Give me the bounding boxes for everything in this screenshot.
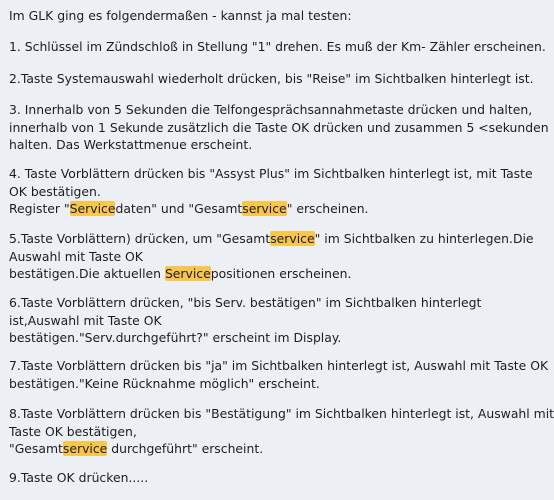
step-7-line-2: bestätigen."Keine Rücknahme möglich" erscheint.	[9, 375, 320, 391]
intro-text: Im GLK ging es folgendermaßen - kannst ja mal testen:	[9, 8, 352, 23]
step-5	[9, 230, 534, 283]
step-5-line-1b: " im Sichtbalken zu hinterlegen.Die	[314, 231, 534, 246]
step-5-line-2: Auswahl mit Taste OK	[9, 248, 143, 264]
search-highlight: service	[270, 231, 315, 246]
step-3-line-2: innerhalb von 1 Sekunde zusätzlich die Taste OK drücken und zusammen 5 <sekunden	[9, 119, 549, 135]
step-9: 9.Taste OK drücken.....	[9, 470, 149, 485]
step-8-line-3b: durchgeführt" erscheint.	[107, 441, 264, 457]
search-highlight: Service	[69, 201, 116, 217]
step-5-line-1a: 5.Taste Vorblättern) drücken, um "Gesamt	[9, 231, 271, 246]
step-7	[9, 357, 549, 392]
step-6-line-1: 6.Taste Vorblättern drücken, "bis Serv. bestätigen" im Sichtbalken hinterlegt	[9, 295, 482, 310]
step-8-line-2: Taste OK bestätigen,	[9, 423, 137, 439]
step-6-line-3: bestätigen."Serv.durchgeführt?" erscheint im Display.	[9, 330, 342, 346]
step-6-line-2: ist,Auswahl mit Taste OK	[9, 312, 162, 328]
step-8-line-3a: "Gesamt	[9, 441, 63, 457]
step-4-line-2: OK bestätigen.	[9, 183, 101, 199]
step-6	[9, 294, 483, 347]
step-4-line-3b: daten" und "Gesamt	[115, 201, 243, 217]
step-3-line-3: halten. Das Werkstattmenue erscheint.	[9, 137, 253, 153]
step-5-line-3b: positionen erscheinen.	[210, 266, 352, 282]
step-4-line-3c: " erscheinen.	[286, 201, 369, 217]
step-4-line-3a: Register "	[9, 201, 70, 217]
step-3-line-1: 3. Innerhalb von 5 Sekunden die Telfongesprächsannahmetaste drücken und halten,	[9, 102, 533, 117]
step-3	[9, 101, 549, 154]
step-7-line-1: 7.Taste Vorblättern drücken bis "ja" im Sichtbalken hinterlegt ist, Auswahl mit Taste OK	[9, 358, 549, 373]
step-8-line-1: 8.Taste Vorblättern drücken bis "Bestätigung" im Sichtbalken hinterlegt ist, Auswahl mit	[9, 406, 554, 421]
step-2: 2.Taste Systemauswahl wiederholt drücken, bis "Reise" im Sichtbalken hinterlegt ist.	[9, 71, 534, 86]
step-4-line-1: 4. Taste Vorblättern drücken bis "Assyst Plus" im Sichtbalken hinterlegt ist, mit Taste	[9, 166, 533, 181]
step-8	[9, 405, 554, 458]
search-highlight: service	[242, 201, 287, 217]
step-5-line-3a: bestätigen.Die aktuellen	[9, 266, 165, 282]
step-1: 1. Schlüssel im Zündschloß in Stellung "1" drehen. Es muß der Km- Zähler erscheinen.	[9, 39, 546, 54]
search-highlight: Service	[164, 266, 211, 282]
step-4	[9, 165, 533, 218]
search-highlight: service	[62, 441, 108, 457]
